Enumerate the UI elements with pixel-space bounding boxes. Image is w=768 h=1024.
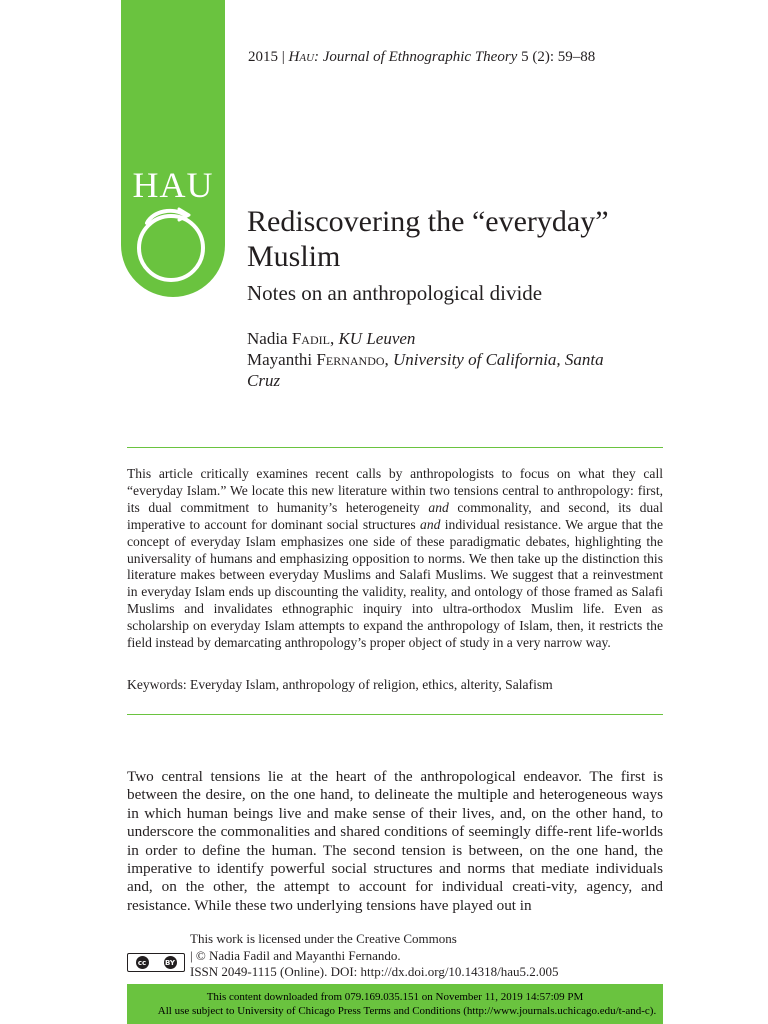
author-first-name: Mayanthi (247, 350, 317, 369)
citation-volume: 5 (2): 59–88 (517, 49, 596, 65)
download-footer-bar (127, 984, 663, 1024)
abstract-part: commonality, and second, its dual imperative to account for dominant social structures (127, 499, 663, 532)
abstract-text (127, 466, 663, 652)
author-first-name: Nadia (247, 329, 292, 348)
author-last-name: Fernando (316, 350, 385, 369)
author-last-name: Fadil (291, 329, 330, 348)
author-affiliation: University of California, Santa Cruz (247, 350, 604, 390)
citation-separator: | (278, 49, 289, 65)
author-entry (247, 349, 627, 391)
by-attribution-icon: BY (164, 956, 177, 969)
abstract-emphasis: and (428, 499, 449, 515)
citation-journal-name: : Journal of Ethnographic Theory (314, 49, 518, 65)
terms-notice: All use subject to University of Chicago Press Terms and Conditions (http://www.journals.uchicago.edu/t-and-c). (157, 1005, 657, 1017)
license-line: This work is licensed under the Creative Commons (190, 931, 457, 946)
author-separator: , (329, 329, 339, 348)
citation-year: 2015 (248, 49, 278, 65)
article-title: Rediscovering the “everyday” Muslim (247, 205, 609, 273)
body-paragraph: Two central tensions lie at the heart of the anthropological endeavor. The first is between the desire, on the one hand, to delineate the multiple and heterogeneous ways in which human beings live and make sense of their lives, and, on the other hand, to underscore the commonalities and shared conditions of seemingly diffe-rent life-worlds in order to define the human. The second tension is between, on the one hand, the imperative to identify powerful social structures and norms that mediate individuals and, on the other, the attempt to account for individual creati-vity, agency, and resistance. While these two underlying tensions have played out in (127, 768, 663, 914)
divider-bottom (127, 714, 663, 715)
abstract-emphasis: and (420, 516, 441, 532)
copyright-line: | © Nadia Fadil and Mayanthi Fernando. (190, 947, 401, 963)
author-separator: , (384, 350, 394, 369)
journal-logo-band (121, 0, 225, 297)
ouroboros-logo-icon (129, 205, 217, 285)
creative-commons-badge-icon[interactable] (127, 953, 185, 972)
abstract-part: This article critically examines recent calls by anthropologists to focus on what they call “everyday Islam.” We locate this new literature within two tensions central to anthropology: first, its dual commitment to humanity’s heterogeneity (127, 466, 663, 515)
abstract-part: individual resistance. We argue that the concept of everyday Islam emphasizes one side of these paradigmatic debates, highlighting the universality of humans and emphasizing opposition to norms. We then take up the distinction this literature makes between everyday Muslims and Salafi Muslims. We suggest that a reinvestment in everyday Islam ends up discounting the validity, reality, and ontology of those framed as Salafi Muslims and invalidates ethnographic inquiry into ultra-orthodox Muslim life. Even as scholarship on everyday Islam attempts to expand the anthropology of Islam, then, it restricts the field instead by demarcating anthropology’s proper object of study in a very narrow way. (127, 516, 664, 651)
author-list (247, 328, 627, 391)
article-subtitle: Notes on an anthropological divide (247, 281, 543, 305)
journal-logo-text: HAU (132, 165, 214, 205)
keywords-line: Keywords: Everyday Islam, anthropology of religion, ethics, alterity, Salafism (127, 677, 553, 692)
journal-citation (248, 49, 595, 66)
cc-icon: cc (136, 956, 149, 969)
license-notice (190, 931, 650, 981)
issn-doi-line: ISSN 2049-1115 (Online). DOI: http://dx.doi.org/10.14318/hau5.2.005 (190, 964, 559, 979)
author-affiliation: KU Leuven (338, 329, 416, 348)
author-entry (247, 328, 627, 349)
citation-journal-prefix: Hau (288, 49, 315, 65)
download-notice: This content downloaded from 079.169.035.151 on November 11, 2019 14:57:09 PM (206, 991, 584, 1003)
divider-top (127, 447, 663, 448)
